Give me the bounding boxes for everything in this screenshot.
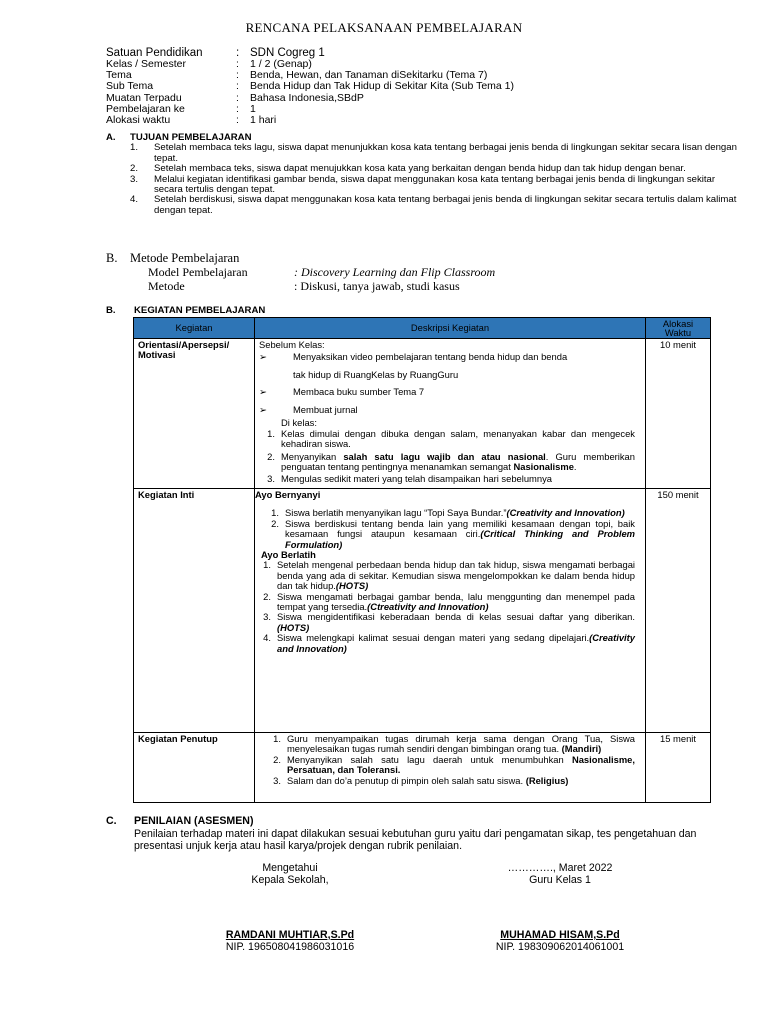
info-row	[106, 115, 514, 126]
list-text	[277, 633, 635, 654]
info-colon: :	[236, 91, 239, 104]
text-fragment: Siswa melengkapi kalimat sesuai dengan materi yang sedang dipelajari.	[277, 632, 590, 644]
section-title: TUJUAN PEMBELAJARAN	[130, 132, 252, 143]
column-header: Deskripsi Kegiatan	[255, 318, 646, 339]
list-number: 4.	[130, 194, 139, 206]
list-number: 2.	[273, 753, 281, 765]
text-emphasis: (Religius)	[525, 774, 569, 786]
metode-row	[106, 279, 495, 293]
list-item	[255, 519, 635, 550]
arrow-bullet-icon: ➢	[259, 386, 267, 398]
section-heading	[106, 251, 495, 265]
list-number: 3.	[263, 611, 271, 623]
list-text	[285, 519, 635, 550]
text-emphasis: (HOTS)	[335, 580, 369, 592]
list-item	[130, 195, 746, 216]
metode-value: : Discovery Learning dan Flip Classroom	[294, 265, 496, 279]
info-key: Muatan Terpadu	[106, 91, 182, 104]
list-number: 1.	[271, 507, 279, 519]
table-row	[134, 489, 711, 733]
list-item	[255, 560, 635, 591]
ayo-bernyanyi-heading: Ayo Bernyanyi	[255, 489, 321, 500]
info-key: Kelas / Semester	[106, 58, 186, 70]
info-key: Satuan Pendidikan	[106, 47, 203, 59]
info-colon: :	[236, 47, 240, 59]
signature-line2: Guru Kelas 1	[529, 874, 591, 887]
list-text	[287, 776, 568, 786]
list-item	[259, 429, 635, 450]
list-number: 2.	[263, 590, 271, 602]
info-row	[106, 81, 514, 92]
list-item	[259, 452, 635, 473]
list-number: 4.	[263, 632, 271, 644]
info-value: SDN Cogreg 1	[250, 47, 325, 59]
list-number: 1.	[273, 733, 281, 744]
penilaian-text: Penilaian terhadap materi ini dapat dilakukan sesuai kebutuhan guru yaitu dari pengamatan sikap, tes pengetahuan dan presentasi unjuk kerja atau hasil karya/projek dengan rubrik penilaian.	[134, 827, 697, 853]
section-letter: B.	[106, 251, 118, 265]
info-key: Sub Tema	[106, 80, 154, 93]
arrow-bullet-icon: ➢	[259, 351, 267, 363]
text-fragment: Siswa mengidentifikasi keberadaan benda di kelas sesuai daftar yang diberikan.	[277, 611, 635, 623]
list-text: Kelas dimulai dengan dibuka dengan salam, menanyakan kabar dan mengecek kehadiran siswa.	[281, 427, 635, 450]
signature-name: RAMDANI MUHTIAR,S.Pd	[225, 928, 355, 941]
alokasi-waktu: 150 menit	[646, 489, 711, 733]
list-text	[287, 755, 635, 776]
list-text: Setelah berdiskusi, siswa dapat menggunakan kosa kata tentang berbagai jenis benda di lingkungan sekitar secara tertulis dalam kalimat dengan tepat.	[154, 194, 737, 216]
ayo-berlatih-heading: Ayo Berlatih	[261, 549, 316, 561]
text-fragment: Siswa berdiskusi tentang benda lain yang memiliki kesamaan dengan topi, baik kesamaan fungsi ataupun kesamaan ciri.	[285, 517, 635, 540]
signature-kepala-sekolah	[210, 862, 370, 954]
text-emphasis: Nasionalisme	[513, 461, 574, 473]
info-colon: :	[236, 58, 239, 70]
section-title: KEGIATAN PEMBELAJARAN	[134, 305, 266, 316]
text-fragment: Salam dan do’a penutup di pimpin oleh salah satu siswa.	[287, 774, 526, 786]
list-item	[259, 401, 641, 419]
text-emphasis: (HOTS)	[277, 621, 310, 633]
text-emphasis: (Ctreativity and Innovation)	[367, 601, 489, 613]
info-value: Bahasa Indonesia,SBdP	[250, 91, 364, 104]
metode-key: Model Pembelajaran	[148, 265, 248, 279]
list-text	[287, 734, 635, 755]
text-emphasis: (Creativity and Innovation)	[277, 632, 635, 654]
info-value: Benda, Hewan, dan Tanaman diSekitarku (Tema 7)	[250, 69, 488, 82]
text-fragment: .	[573, 461, 577, 473]
list-text: Melalui kegiatan identifikasi gambar benda, siswa dapat menggunakan kosa kata tentang berbagai jenis benda di lingkungan sekitar secara tertulis dengan tepat.	[154, 173, 716, 196]
identity-block	[106, 47, 514, 126]
kegiatan-description	[255, 733, 646, 803]
list-text: Membuat jurnal	[293, 403, 358, 415]
text-fragment: Guru menyampaikan tugas dirumah kerja sama dengan Orang Tua, Siswa menyelesaikan tugas rumah sendiri dengan bimbingan orang tua.	[287, 733, 635, 755]
list-item	[255, 592, 635, 613]
section-tujuan	[106, 133, 746, 216]
list-item	[259, 776, 635, 786]
kegiatan-table	[133, 317, 711, 803]
list-text: Menyaksikan video pembelajaran tentang benda hidup dan benda	[293, 351, 568, 363]
kegiatan-description	[255, 339, 646, 489]
kegiatan-label: Kegiatan Penutup	[134, 733, 255, 803]
text-fragment: Menyanyikan	[281, 450, 344, 462]
metode-key: Metode	[148, 279, 185, 293]
list-item	[259, 734, 635, 755]
info-colon: :	[236, 69, 239, 82]
list-text	[277, 612, 635, 633]
list-text: Setelah membaca teks, siswa dapat menujukkan kosa kata yang berkaitan dengan benda hidup dan tak hidup dengan benar.	[154, 163, 686, 175]
list-item	[259, 383, 641, 401]
signature-name: MUHAMAD HISAM,S.Pd	[500, 928, 620, 941]
signature-line2: Kepala Sekolah,	[251, 874, 329, 887]
text-fragment: . Guru memberikan penguatan tentang pentingnya menanamkan semangat	[281, 450, 635, 473]
list-item	[259, 755, 635, 776]
text-emphasis: (Critical Thinking and Problem Formulation)	[285, 528, 635, 550]
table-header-row	[134, 318, 711, 339]
list-item	[259, 348, 641, 366]
list-number: 1.	[263, 559, 271, 571]
list-number: 2.	[130, 163, 139, 175]
list-text: tak hidup di RuangKelas by RuangGuru	[293, 368, 459, 380]
column-header: Kegiatan	[134, 318, 255, 339]
list-text: Setelah membaca teks lagu, siswa dapat menunjukkan kosa kata tentang berbagai jenis benda di lingkungan sekitar secara lisan dengan tepat.	[154, 142, 737, 164]
section-title: PENILAIAN (ASESMEN)	[134, 815, 254, 827]
info-key: Pembelajaran ke	[106, 102, 185, 115]
info-value: 1 / 2 (Genap)	[250, 58, 312, 70]
list-item	[255, 612, 635, 633]
section-letter: C.	[106, 815, 117, 827]
list-number: 2.	[271, 517, 279, 529]
info-value: 1	[250, 102, 256, 115]
list-text	[277, 560, 635, 591]
section-heading	[106, 815, 706, 828]
section-penilaian	[106, 815, 706, 853]
table-row	[134, 733, 711, 803]
list-text	[277, 592, 635, 613]
list-item	[130, 175, 746, 196]
list-number: 2.	[267, 450, 275, 462]
sebelum-kelas-label: Sebelum Kelas:	[259, 339, 325, 350]
text-emphasis: (Mandiri)	[561, 743, 602, 755]
metode-value: : Diskusi, tanya jawab, studi kasus	[294, 279, 460, 293]
text-emphasis: Nasionalisme, Persatuan, dan Toleransi.	[287, 753, 635, 776]
list-item	[255, 633, 635, 654]
table-row	[134, 339, 711, 489]
info-colon: :	[236, 80, 239, 93]
list-text: Mengulas sedikit materi yang telah disampaikan hari sebelumnya	[281, 473, 552, 485]
info-colon: :	[236, 114, 239, 127]
text-fragment: Siswa berlatih menyanyikan lagu “Topi Saya Bundar.”	[285, 507, 507, 519]
text-emphasis: salah satu lagu wajib dan atau nasional	[343, 450, 546, 462]
arrow-bullet-icon: ➢	[259, 403, 267, 415]
metode-row	[106, 265, 495, 279]
text-fragment: Setelah mengenal perbedaan benda hidup dan tak hidup, siswa mengamati berbagai benda yang ada di sekitar. Kemudian siswa mengelompokkan ke dalam benda hidup dan tak hidup.	[277, 559, 635, 592]
list-number: 3.	[267, 473, 275, 485]
list-item	[259, 366, 641, 384]
signature-nip: NIP. 198309062014061001	[495, 941, 625, 954]
info-key: Tema	[106, 69, 132, 82]
kegiatan-description	[255, 489, 646, 733]
signature-nip: NIP. 196508041986031016	[225, 941, 355, 954]
list-text: Membaca buku sumber Tema 7	[293, 386, 425, 398]
list-item	[130, 143, 746, 164]
info-colon: :	[236, 102, 239, 115]
list-number: 3.	[273, 774, 281, 786]
list-number: 1.	[130, 142, 139, 154]
signature-line1: Mengetahui	[262, 862, 318, 874]
text-emphasis: (Creativity and Innovation)	[506, 507, 625, 519]
list-text	[281, 452, 635, 473]
document-title: RENCANA PELAKSANAAN PEMBELAJARAN	[245, 20, 523, 35]
alokasi-waktu: 15 menit	[646, 733, 711, 803]
info-value: 1 hari	[250, 114, 277, 127]
kegiatan-label: Kegiatan Inti	[134, 489, 255, 733]
list-item	[259, 474, 635, 484]
section-letter: A.	[106, 132, 116, 143]
section-title: Metode Pembelajaran	[130, 251, 240, 265]
list-number: 1.	[267, 427, 275, 439]
signature-guru-kelas	[470, 862, 650, 954]
section-heading-kegiatan	[106, 305, 265, 316]
column-header: Alokasi Waktu	[646, 318, 711, 339]
signature-line1: …………., Maret 2022	[507, 862, 613, 874]
text-fragment: Siswa mengamati berbagai gambar benda, lalu menggunting dan menempel pada tempat yang tersedia.	[277, 590, 635, 613]
info-value: Benda Hidup dan Tak Hidup di Sekitar Kita (Sub Tema 1)	[250, 80, 515, 93]
section-letter: B.	[106, 305, 116, 316]
alokasi-waktu: 10 menit	[646, 339, 711, 489]
section-metode	[106, 251, 495, 293]
di-kelas-label: Di kelas:	[281, 417, 317, 429]
list-number: 3.	[130, 173, 139, 185]
kegiatan-label: Orientasi/Apersepsi/ Motivasi	[134, 339, 255, 489]
text-fragment: Menyanyikan salah satu lagu daerah untuk menumbuhkan	[287, 753, 572, 765]
info-key: Alokasi waktu	[106, 114, 171, 127]
blank-bullet	[259, 366, 293, 384]
